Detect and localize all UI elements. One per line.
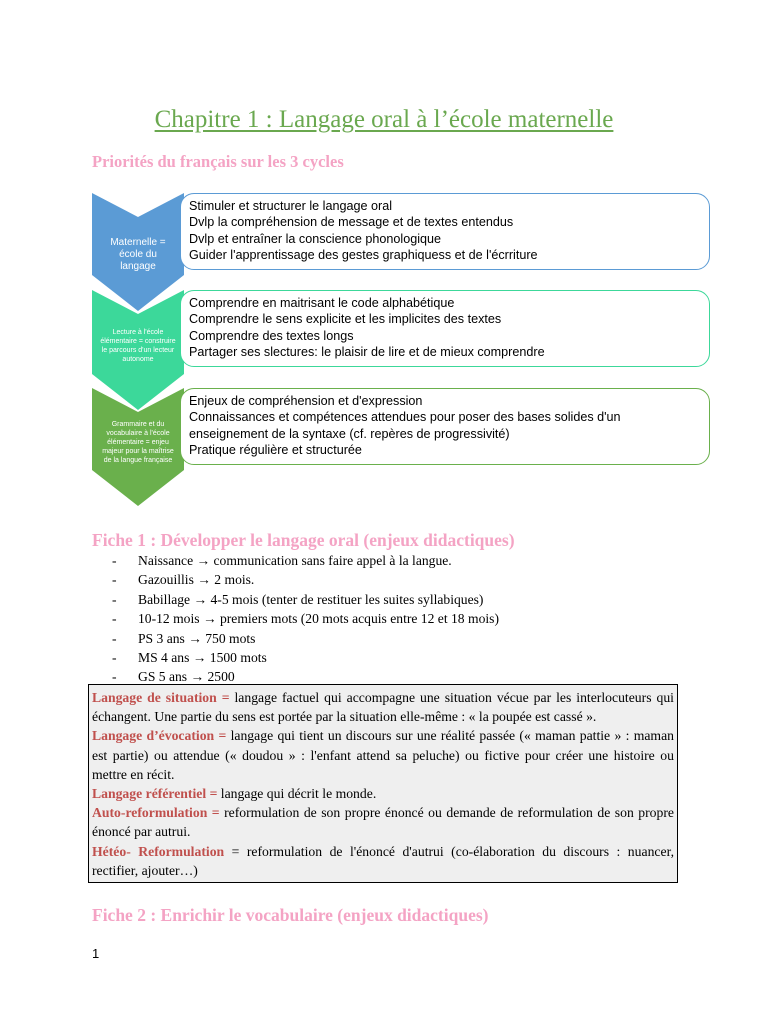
cycle-item: Dvlp et entraîner la conscience phonologique [189, 231, 442, 246]
definition-term: Langage référentiel = [92, 786, 218, 802]
cycle-label-1: Maternelle = école du langage [110, 237, 166, 272]
arrow-icon: → [193, 591, 208, 607]
cycle-item: Partager ses slectures: le plaisir de lire et de mieux comprendre [189, 345, 545, 360]
cycle-item: Comprendre des textes longs [189, 328, 354, 343]
definition-text: langage qui tient un discours sur une réalité passée (« maman pattie » : maman est partie) ou attendue (« doudou » : l'enfant attend sa peluche) ou fictive pour créer une histoire ou mettre en récit. [92, 728, 674, 782]
definition-term: Auto-reformulation = [92, 805, 220, 821]
cycle-item: Dvlp la compréhension de message et de textes entendus [189, 215, 514, 230]
cycle-item: Guider l'apprentissage des gestes graphiquess et de l'écrriture [189, 248, 538, 263]
arrow-icon: → [202, 611, 217, 627]
development-list [112, 551, 499, 687]
section-subtitle: Priorités du français sur les 3 cycles [92, 152, 344, 171]
definitions-box [88, 684, 678, 883]
list-item: - PS 3 ans → 750 mots [112, 629, 499, 648]
fiche1-title: Fiche 1 : Développer le langage oral (enjeux didactiques) [92, 530, 515, 550]
cycle-label-2: Lecture à l'école élémentaire = construire le parcours d'un lecteur autonome [100, 329, 176, 363]
cycle-chevron-3 [92, 388, 184, 506]
list-item: - GS 5 ans → 2500 [112, 667, 499, 686]
fiche2-title: Fiche 2 : Enrichir le vocabulaire (enjeux didactiques) [92, 905, 489, 925]
cycle-item: Pratique régulière et structurée [189, 443, 362, 458]
definition-text: = reformulation de l'énoncé d'autrui (co-élaboration du discours : nuancer, rectifier, ajouter…) [92, 843, 674, 878]
cycle-item: Comprendre le sens explicite et les implicites des textes [189, 312, 502, 327]
dash-bullet: - [112, 591, 117, 607]
arrow-icon: → [196, 553, 211, 568]
arrow-icon: → [188, 630, 202, 646]
cycle-box-2 [180, 290, 710, 367]
cycle-item: Enjeux de compréhension et d'expression [189, 394, 423, 408]
definition-item [92, 784, 674, 803]
page-number: 1 [92, 946, 100, 961]
definition-text: reformulation de son propre énoncé ou demande de reformulation de son propre énoncé par autrui. [92, 805, 674, 840]
dash-bullet: - [112, 669, 117, 685]
list-item: - 10-12 mois → premiers mots (20 mots acquis entre 12 et 18 mois) [112, 609, 499, 628]
definition-item [92, 726, 674, 784]
definition-text: langage factuel qui accompagne une situation vécue par les interlocuteurs qui échangent. Une partie du sens est portée par la situation elle-même : « la poupée est cassé ». [92, 690, 674, 725]
dash-bullet: - [112, 611, 117, 627]
definition-term: Langage de situation = [92, 690, 230, 705]
cycle-box-1 [180, 193, 710, 270]
dash-bullet: - [112, 572, 117, 588]
cycle-label-3: Grammaire et du vocabulaire à l'école élémentaire = enjeu majeur pour la maîtrise de la langue française [102, 421, 174, 464]
list-item: - Gazouillis → 2 mois. [112, 570, 499, 589]
definition-term: Hétéo- Reformulation [92, 843, 225, 859]
cycle-item: Comprendre en maitrisant le code alphabétique [189, 296, 455, 310]
arrow-icon: → [192, 650, 207, 666]
arrow-icon: → [190, 669, 205, 685]
cycle-box-3 [180, 388, 710, 465]
definition-item [92, 688, 674, 726]
definition-item [92, 803, 674, 841]
cycle-item: Stimuler et structurer le langage oral [189, 199, 392, 213]
dash-bullet: - [112, 630, 117, 646]
page-title: Chapitre 1 : Langage oral à l’école maternelle [154, 106, 614, 133]
definition-term: Langage d’évocation = [92, 728, 227, 744]
cycle-item: Connaissances et compétences attendues pour poser des bases solides d'un enseignement de la syntaxe (cf. repères de progressivité) [189, 410, 621, 441]
definition-item [92, 842, 674, 880]
list-item: - MS 4 ans → 1500 mots [112, 648, 499, 667]
dash-bullet: - [112, 650, 117, 666]
arrow-icon: → [197, 572, 211, 588]
definition-text: langage qui décrit le monde. [217, 786, 377, 802]
dash-bullet: - [112, 553, 117, 568]
list-item: - Naissance → communication sans faire appel à la langue. [112, 551, 499, 570]
list-item: - Babillage → 4-5 mois (tenter de restituer les suites syllabiques) [112, 590, 499, 609]
